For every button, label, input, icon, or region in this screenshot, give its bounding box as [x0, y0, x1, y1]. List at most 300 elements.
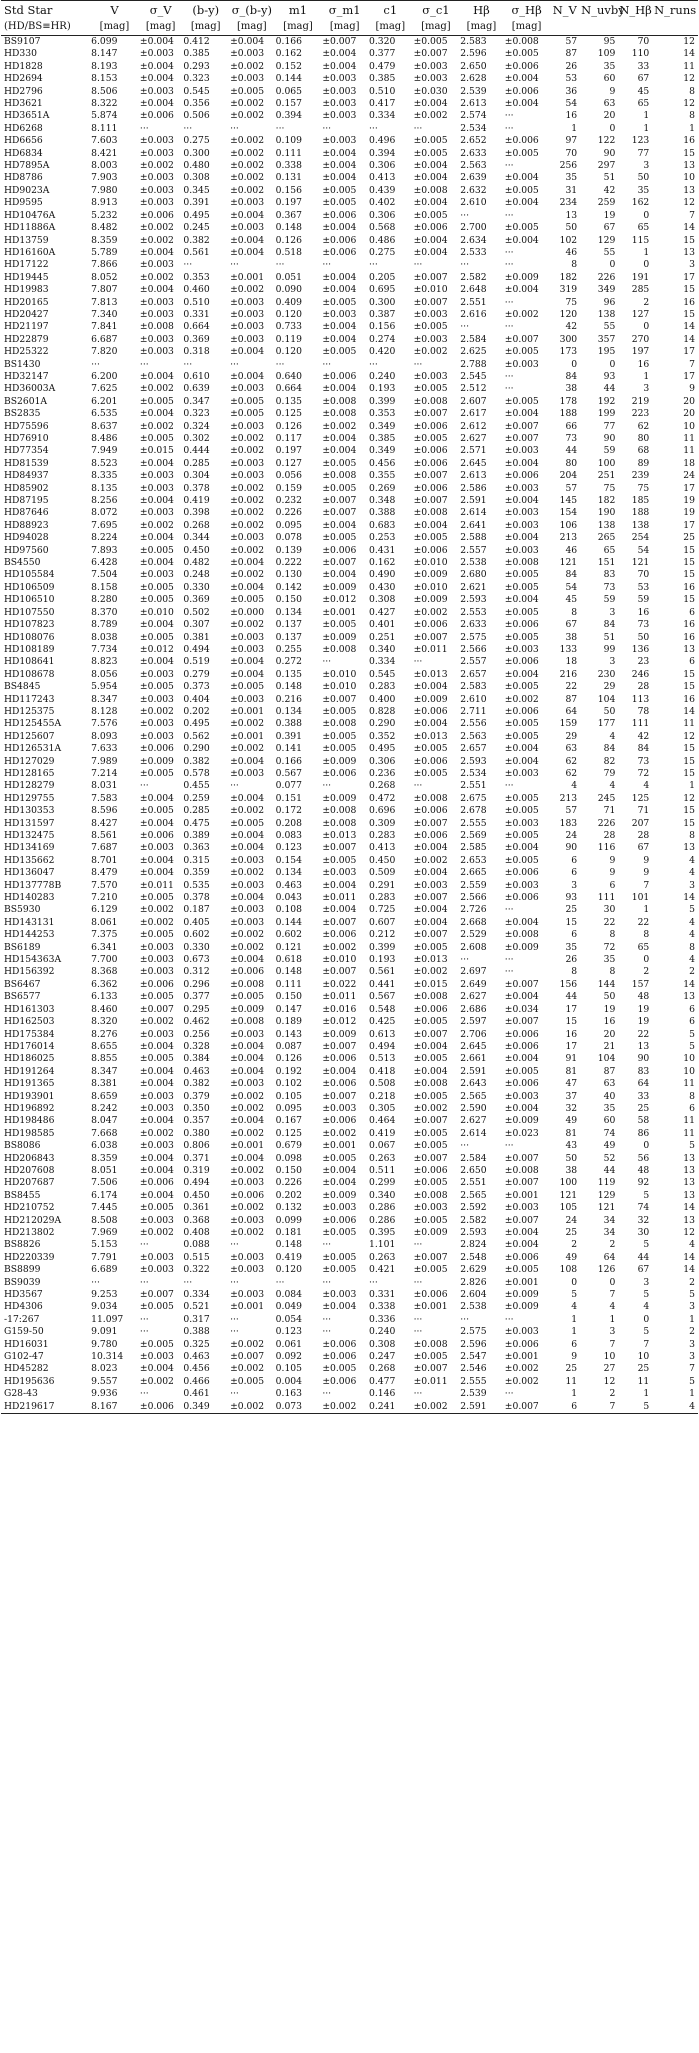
- column-header-n-v: N_V: [552, 3, 577, 17]
- table-cell: 2.551: [460, 1177, 487, 1189]
- table-row: [1, 706, 698, 718]
- table-cell: 10: [683, 1053, 695, 1065]
- table-cell: 15: [565, 1016, 578, 1028]
- table-cell: 0.508: [369, 1078, 396, 1090]
- table-cell: 2.686: [460, 1003, 487, 1015]
- star-id-cell: BS9107: [4, 36, 41, 47]
- table-cell: 13: [683, 1164, 695, 1176]
- star-id-cell: HD11886A: [4, 222, 56, 234]
- table-cell: 0.404: [183, 693, 210, 705]
- table-cell: 99: [603, 643, 616, 655]
- table-cell: ±0.011: [322, 991, 357, 1003]
- table-cell: ±0.007: [322, 693, 357, 705]
- table-cell: ±0.002: [230, 507, 265, 519]
- table-cell: 6: [609, 879, 616, 891]
- table-cell: 72: [637, 767, 650, 779]
- table-cell: ±0.002: [230, 1164, 265, 1176]
- table-cell: 0.385: [369, 73, 396, 85]
- table-cell: 9: [689, 383, 695, 395]
- table-cell: 36: [565, 85, 578, 97]
- table-cell: 0.275: [369, 246, 396, 258]
- table-cell: ±0.005: [322, 1251, 357, 1263]
- table-cell: 156: [559, 978, 578, 990]
- table-cell: 0.344: [183, 532, 210, 544]
- table-cell: 0.132: [275, 1202, 302, 1214]
- table-cell: ±0.004: [322, 383, 357, 395]
- table-cell: 0.430: [369, 581, 396, 593]
- table-cell: 0.323: [183, 408, 210, 420]
- table-cell: 0.151: [275, 792, 302, 804]
- table-cell: ±0.008: [413, 507, 448, 519]
- table-cell: 2.575: [460, 1326, 487, 1338]
- star-id-cell: HD3621: [4, 98, 43, 110]
- table-cell: ±0.003: [230, 767, 265, 779]
- table-row: [1, 86, 698, 98]
- table-cell: ±0.007: [504, 978, 539, 990]
- table-cell: 0.389: [183, 830, 210, 841]
- table-cell: ±0.007: [413, 1152, 448, 1164]
- table-cell: 0.340: [369, 643, 396, 655]
- table-cell: 0.480: [183, 160, 210, 172]
- table-cell: 80: [565, 457, 578, 469]
- table-cell: 70: [565, 147, 578, 159]
- table-cell: 0.208: [275, 817, 302, 829]
- table-cell: ±0.003: [139, 569, 174, 581]
- table-cell: 12: [683, 197, 695, 209]
- table-cell: ±0.004: [230, 1053, 265, 1065]
- table-cell: 2.551: [460, 296, 487, 308]
- table-row: [1, 842, 698, 854]
- table-cell: ±0.002: [413, 346, 448, 358]
- table-cell: 67: [603, 222, 616, 234]
- table-cell: 183: [559, 817, 578, 829]
- star-id-cell: HD143131: [4, 916, 55, 928]
- table-row: [1, 805, 698, 817]
- table-cell: 7.375: [91, 929, 118, 941]
- table-cell: 8.523: [91, 457, 118, 469]
- table-row: [1, 61, 698, 73]
- table-cell: ±0.005: [322, 457, 357, 469]
- table-row: [1, 359, 698, 371]
- table-cell: 9: [643, 854, 650, 866]
- table-cell: 0.263: [369, 1251, 396, 1263]
- table-cell: 0.325: [183, 1338, 210, 1350]
- table-cell: 0.398: [183, 507, 210, 519]
- star-id-cell: HD16031: [4, 1338, 49, 1350]
- table-cell: 2.613: [460, 98, 487, 110]
- table-cell: ±0.004: [230, 755, 265, 767]
- table-row: [1, 1351, 698, 1363]
- table-cell: ±0.010: [413, 284, 448, 296]
- table-cell: ±0.003: [413, 60, 448, 72]
- table-cell: ±0.003: [230, 470, 265, 482]
- table-cell: ···: [460, 1313, 469, 1325]
- table-cell: 8.913: [91, 197, 118, 209]
- table-cell: 0.255: [275, 643, 302, 655]
- table-cell: ±0.006: [322, 370, 357, 382]
- table-cell: 177: [597, 718, 616, 730]
- table-cell: 13: [683, 1152, 695, 1164]
- table-cell: ···: [413, 656, 423, 668]
- table-cell: 0.162: [369, 557, 396, 569]
- table-cell: ±0.003: [230, 48, 265, 60]
- column-header-n-h-beta: N_Hβ: [619, 3, 652, 17]
- table-cell: 8.023: [91, 1363, 118, 1375]
- table-cell: 0.317: [183, 1313, 210, 1325]
- table-cell: 0.108: [275, 904, 302, 916]
- table-cell: 53: [637, 581, 650, 593]
- table-cell: 15: [683, 594, 695, 606]
- table-cell: 49: [565, 1251, 578, 1263]
- table-cell: 84: [565, 569, 578, 581]
- table-row: [1, 123, 698, 135]
- star-id-cell: HD85902: [4, 482, 49, 494]
- table-cell: 19: [603, 1003, 616, 1015]
- table-cell: 8.111: [91, 122, 118, 134]
- table-cell: 0.349: [369, 420, 396, 432]
- table-cell: ±0.005: [413, 767, 448, 779]
- table-cell: ±0.003: [230, 532, 265, 544]
- table-cell: ±0.004: [504, 98, 539, 110]
- table-cell: 0.479: [369, 60, 396, 72]
- table-cell: 0.602: [275, 929, 302, 941]
- table-cell: ±0.004: [139, 1189, 174, 1201]
- table-cell: 65: [603, 544, 616, 556]
- table-cell: 14: [683, 1251, 695, 1263]
- table-cell: 0.189: [275, 1016, 302, 1028]
- table-row: [1, 718, 698, 730]
- table-cell: 52: [603, 1152, 616, 1164]
- table-cell: 67: [637, 73, 650, 85]
- table-cell: 104: [597, 1053, 616, 1065]
- table-cell: 0.427: [369, 606, 396, 618]
- table-cell: 2.641: [460, 519, 487, 531]
- star-id-cell: HD128279: [4, 780, 55, 792]
- table-cell: 0.567: [369, 991, 396, 1003]
- table-cell: 0.336: [369, 1313, 396, 1325]
- table-cell: 136: [631, 643, 650, 655]
- table-cell: ±0.002: [229, 1401, 275, 1414]
- table-cell: 0.004: [275, 1375, 302, 1387]
- table-cell: 2.612: [460, 420, 487, 432]
- table-cell: 15: [565, 916, 578, 928]
- table-cell: ±0.002: [230, 544, 265, 556]
- table-cell: 7.903: [91, 172, 118, 184]
- table-cell: 0.077: [275, 780, 302, 792]
- table-cell: 8.359: [91, 1152, 118, 1164]
- star-id-cell: HD107823: [4, 619, 55, 631]
- table-cell: 0.263: [369, 1152, 396, 1164]
- table-cell: ±0.004: [139, 1363, 174, 1375]
- table-cell: ±0.002: [230, 569, 265, 581]
- table-cell: 1: [643, 370, 650, 382]
- table-cell: 2.650: [460, 1164, 487, 1176]
- table-cell: ±0.002: [230, 98, 265, 110]
- table-cell: ±0.003: [139, 718, 174, 730]
- table-cell: 2.657: [460, 743, 487, 755]
- table-cell: 6: [689, 1102, 695, 1114]
- table-cell: 51: [603, 631, 616, 643]
- table-cell: 44: [603, 383, 616, 395]
- table-cell: ±0.004: [230, 830, 265, 841]
- table-cell: 0.084: [275, 1289, 302, 1301]
- table-cell: ±0.003: [139, 259, 174, 271]
- table-cell: 7.820: [91, 346, 118, 358]
- table-cell: 182: [559, 271, 578, 283]
- table-cell: ±0.004: [504, 495, 539, 507]
- table-cell: ···: [504, 1313, 514, 1325]
- table-cell: 111: [631, 718, 650, 730]
- table-cell: 2.559: [460, 879, 487, 891]
- table-cell: 216: [559, 668, 578, 680]
- star-id-cell: HD77354: [4, 445, 49, 457]
- table-cell: ···: [413, 1239, 423, 1251]
- table-cell: ±0.004: [230, 842, 265, 854]
- table-cell: 0.490: [369, 569, 396, 581]
- table-cell: 48: [637, 991, 650, 1003]
- table-cell: 0.377: [369, 48, 396, 60]
- table-cell: 5: [689, 1140, 695, 1152]
- table-row: [1, 1103, 698, 1115]
- table-cell: 34: [603, 1227, 616, 1238]
- table-cell: 113: [631, 693, 650, 705]
- table-row: [1, 545, 698, 557]
- table-cell: 0.382: [183, 755, 210, 767]
- table-cell: 11: [683, 60, 695, 72]
- star-id-cell: HD84937: [4, 470, 49, 482]
- table-cell: ±0.006: [322, 234, 357, 246]
- table-cell: 0.283: [369, 681, 396, 693]
- table-cell: ±0.004: [322, 271, 357, 283]
- table-cell: 0.166: [275, 755, 302, 767]
- table-cell: 0.518: [275, 246, 302, 258]
- table-cell: ±0.011: [413, 643, 448, 655]
- table-cell: 120: [559, 308, 578, 320]
- table-cell: ±0.007: [504, 1214, 539, 1226]
- table-cell: 2.538: [460, 557, 487, 569]
- table-cell: 42: [603, 184, 616, 196]
- table-row: [1, 929, 698, 941]
- table-cell: 14: [683, 705, 695, 717]
- table-cell: ±0.005: [504, 569, 539, 581]
- table-cell: ±0.005: [504, 805, 539, 817]
- table-cell: ±0.007: [413, 408, 448, 420]
- table-cell: 0.618: [275, 954, 302, 966]
- table-cell: 15: [683, 681, 695, 693]
- table-cell: ±0.005: [504, 830, 539, 841]
- table-cell: 12: [683, 73, 695, 85]
- table-cell: ···: [369, 122, 378, 134]
- table-cell: 0: [643, 321, 650, 333]
- table-cell: 0.391: [275, 730, 302, 742]
- table-row: [1, 396, 698, 408]
- table-cell: 0.117: [275, 433, 302, 444]
- table-cell: ±0.003: [504, 358, 539, 370]
- table-cell: ±0.002: [230, 718, 265, 730]
- table-cell: ···: [322, 780, 332, 792]
- table-cell: ±0.001: [230, 271, 265, 283]
- table-cell: ±0.005: [230, 817, 265, 829]
- star-id-cell: G159-50: [4, 1326, 44, 1338]
- table-cell: ±0.006: [139, 209, 174, 221]
- table-cell: ±0.005: [504, 346, 539, 358]
- table-cell: 2.548: [460, 1251, 487, 1263]
- table-cell: 0.502: [183, 606, 210, 618]
- table-cell: ±0.002: [230, 482, 265, 494]
- table-cell: 22: [565, 681, 578, 693]
- table-cell: 0.464: [369, 1115, 396, 1127]
- table-cell: 259: [597, 197, 616, 209]
- table-cell: 121: [631, 557, 650, 569]
- table-cell: ±0.004: [139, 1152, 174, 1164]
- star-id-cell: HD196892: [4, 1102, 55, 1114]
- table-cell: 2.680: [460, 569, 487, 581]
- table-cell: 0.349: [369, 445, 396, 457]
- table-cell: 0.461: [183, 1388, 210, 1400]
- star-id-cell: HD154363A: [4, 954, 62, 966]
- table-cell: 59: [603, 594, 616, 606]
- table-cell: 230: [597, 668, 616, 680]
- table-cell: ±0.003: [230, 904, 265, 916]
- table-cell: 16: [565, 1028, 578, 1040]
- table-cell: ±0.004: [230, 656, 265, 668]
- table-cell: 0.111: [275, 147, 302, 159]
- table-cell: 8.256: [91, 495, 118, 507]
- table-row: [1, 321, 698, 333]
- table-cell: 35: [565, 172, 578, 184]
- table-cell: ±0.002: [230, 805, 265, 817]
- table-cell: 357: [597, 333, 616, 345]
- table-cell: 32: [565, 1102, 578, 1114]
- table-cell: ±0.003: [504, 519, 539, 531]
- table-cell: ±0.004: [139, 557, 174, 569]
- table-cell: ±0.006: [139, 978, 174, 990]
- table-cell: 8.370: [91, 606, 118, 618]
- table-cell: 0.259: [183, 792, 210, 804]
- table-cell: 60: [603, 73, 616, 85]
- table-row: [1, 768, 698, 780]
- table-cell: ±0.004: [504, 842, 539, 854]
- table-cell: ±0.002: [413, 854, 448, 866]
- table-cell: ±0.005: [322, 532, 357, 544]
- table-cell: ±0.007: [322, 1040, 357, 1052]
- table-cell: 17: [565, 1040, 578, 1052]
- table-cell: 6: [571, 867, 578, 879]
- table-cell: ±0.002: [230, 445, 265, 457]
- table-row: [1, 1326, 698, 1338]
- table-cell: ±0.009: [504, 1115, 539, 1127]
- table-cell: 0.134: [275, 705, 302, 717]
- table-row: [1, 135, 698, 147]
- table-cell: ±0.004: [139, 867, 174, 879]
- table-cell: 0.130: [275, 569, 302, 581]
- table-cell: ±0.007: [413, 48, 448, 60]
- star-id-cell: HD8786: [4, 172, 43, 184]
- table-row: [1, 110, 698, 122]
- table-cell: 7: [643, 1338, 650, 1350]
- table-cell: 23: [637, 656, 650, 668]
- table-cell: 0.418: [369, 1065, 396, 1077]
- table-cell: ±0.008: [322, 817, 357, 829]
- table-cell: 0.384: [183, 1053, 210, 1065]
- table-cell: 13: [683, 1214, 695, 1226]
- table-cell: 15: [683, 569, 695, 581]
- table-cell: 6: [571, 929, 578, 941]
- table-cell: 0.073: [275, 1401, 322, 1414]
- table-row: [1, 247, 698, 259]
- table-cell: ±0.004: [139, 36, 174, 47]
- table-cell: 2.627: [460, 991, 487, 1003]
- table-cell: ±0.003: [322, 110, 357, 122]
- table-cell: 0.506: [183, 110, 210, 122]
- table-cell: 2.678: [460, 805, 487, 817]
- table-cell: ±0.013: [322, 830, 357, 841]
- table-cell: 195: [597, 346, 616, 358]
- table-cell: 1: [689, 780, 695, 792]
- table-cell: ±0.006: [413, 544, 448, 556]
- star-id-cell: HD3567: [4, 1289, 43, 1301]
- table-cell: ±0.004: [504, 991, 539, 1003]
- table-row: [1, 694, 698, 706]
- star-id-cell: HD186025: [4, 1053, 55, 1065]
- table-cell: ±0.006: [504, 619, 539, 631]
- table-cell: 111: [597, 892, 616, 904]
- table-cell: 0.421: [369, 1264, 396, 1276]
- table-cell: ±0.002: [230, 147, 265, 159]
- star-id-cell: HD156392: [4, 966, 55, 978]
- table-cell: 0.193: [369, 954, 396, 966]
- table-row: [1, 1078, 698, 1090]
- table-cell: ···: [460, 1140, 469, 1152]
- table-cell: 0.125: [275, 408, 302, 420]
- table-cell: ±0.006: [413, 805, 448, 817]
- table-cell: ±0.003: [139, 1102, 174, 1114]
- star-id-cell: HD22879: [4, 333, 49, 345]
- table-cell: ···: [322, 259, 332, 271]
- table-cell: 9: [643, 867, 650, 879]
- table-row: [1, 1301, 698, 1313]
- table-cell: 0.356: [183, 98, 210, 110]
- table-cell: 0.695: [369, 284, 396, 296]
- table-cell: 0.197: [275, 197, 302, 209]
- table-cell: 0.494: [369, 1040, 396, 1052]
- table-row: [1, 594, 698, 606]
- table-cell: 157: [631, 978, 650, 990]
- table-cell: ···: [275, 259, 285, 271]
- table-cell: 0.456: [369, 457, 396, 469]
- table-cell: 8: [571, 259, 578, 271]
- table-cell: ±0.003: [139, 954, 174, 966]
- table-cell: 0.163: [275, 1388, 302, 1400]
- table-cell: ±0.005: [230, 681, 265, 693]
- table-cell: ±0.001: [230, 1301, 265, 1313]
- table-cell: ±0.012: [322, 1016, 357, 1028]
- table-cell: 11.097: [91, 1313, 124, 1325]
- table-cell: 2.639: [460, 172, 487, 184]
- table-cell: 35: [603, 60, 616, 72]
- table-cell: 17: [683, 346, 695, 358]
- table-cell: ±0.003: [322, 1202, 357, 1214]
- table-cell: 8: [571, 606, 578, 618]
- table-cell: 78: [637, 705, 650, 717]
- table-row: [1, 743, 698, 755]
- table-cell: 44: [603, 1164, 616, 1176]
- table-cell: ±0.009: [504, 1301, 539, 1313]
- column-unit-sigma-h-beta: [mag]: [511, 21, 542, 32]
- table-cell: ±0.004: [322, 1164, 357, 1176]
- table-cell: 121: [559, 557, 578, 569]
- table-cell: 6: [689, 606, 695, 618]
